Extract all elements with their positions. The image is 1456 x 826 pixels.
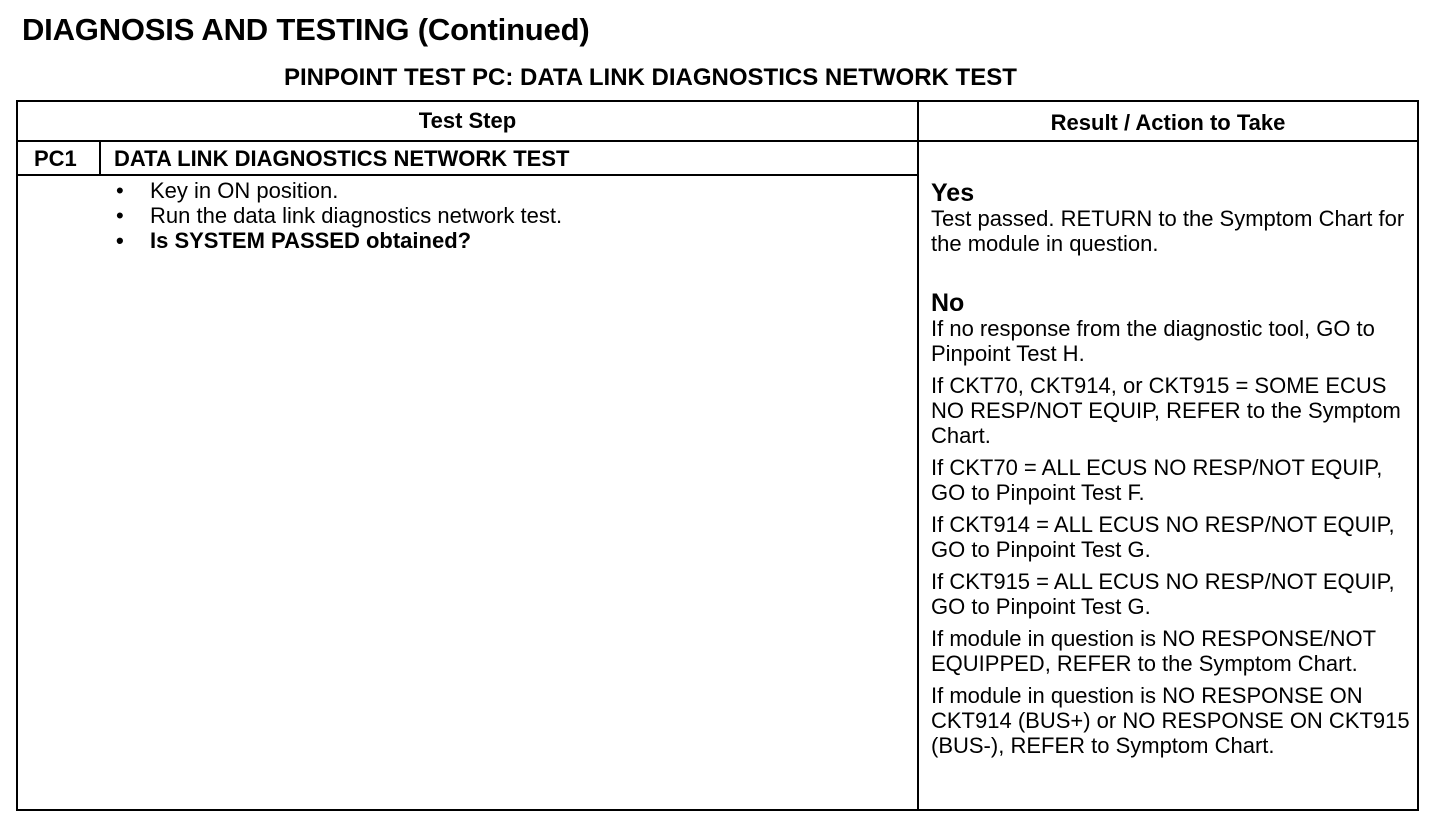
result-no-paragraph: If CKT70, CKT914, or CKT915 = SOME ECUS NO RESP/NOT EQUIP, REFER to the Symptom Chart. [931,373,1401,448]
column-divider [917,102,919,809]
result-no-paragraph: If CKT914 = ALL ECUS NO RESP/NOT EQUIP, GO to Pinpoint Test G. [931,512,1395,562]
result-no-paragraph: If module in question is NO RESPONSE/NOT EQUIPPED, REFER to the Symptom Chart. [931,626,1376,676]
section-title: DIAGNOSIS AND TESTING (Continued) [22,12,590,47]
result-yes-label: Yes [931,179,975,207]
result-no [931,290,1411,765]
bullet-marker: • [116,178,124,203]
step-bullet [110,203,562,228]
result-no-paragraph: If module in question is NO RESPONSE ON CKT914 (BUS+) or NO RESPONSE ON CKT915 (BUS-), REFER to Symptom Chart. [931,683,1410,758]
result-no-label: No [931,289,965,317]
result-no-paragraph: If CKT70 = ALL ECUS NO RESP/NOT EQUIP, GO to Pinpoint Test F. [931,455,1383,505]
result-yes [931,180,1411,256]
step-bullet-text: Run the data link diagnostics network test. [150,203,563,228]
header-result-action: Result / Action to Take [1050,110,1286,135]
result-yes-text: Test passed. RETURN to the Symptom Chart for the module in question. [931,206,1405,256]
pinpoint-test-table [16,100,1419,811]
step-title: DATA LINK DIAGNOSTICS NETWORK TEST [114,146,570,171]
result-no-paragraph: If CKT915 = ALL ECUS NO RESP/NOT EQUIP, GO to Pinpoint Test G. [931,569,1395,619]
step-title-divider [18,174,917,176]
result-no-paragraph: If no response from the diagnostic tool, GO to Pinpoint Test H. [931,316,1375,366]
pinpoint-test-title: PINPOINT TEST PC: DATA LINK DIAGNOSTICS NETWORK TEST [284,64,1017,91]
step-bullet-list [110,178,562,253]
step-bullet-text: Key in ON position. [150,178,339,203]
step-id-divider [99,140,101,174]
header-divider [18,140,1417,142]
bullet-marker: • [116,203,124,228]
header-test-step: Test Step [418,108,517,133]
bullet-marker: • [116,228,124,253]
step-bullet [110,178,562,203]
step-id: PC1 [34,146,77,171]
step-bullet [110,228,562,253]
step-bullet-text: Is SYSTEM PASSED obtained? [150,228,472,253]
